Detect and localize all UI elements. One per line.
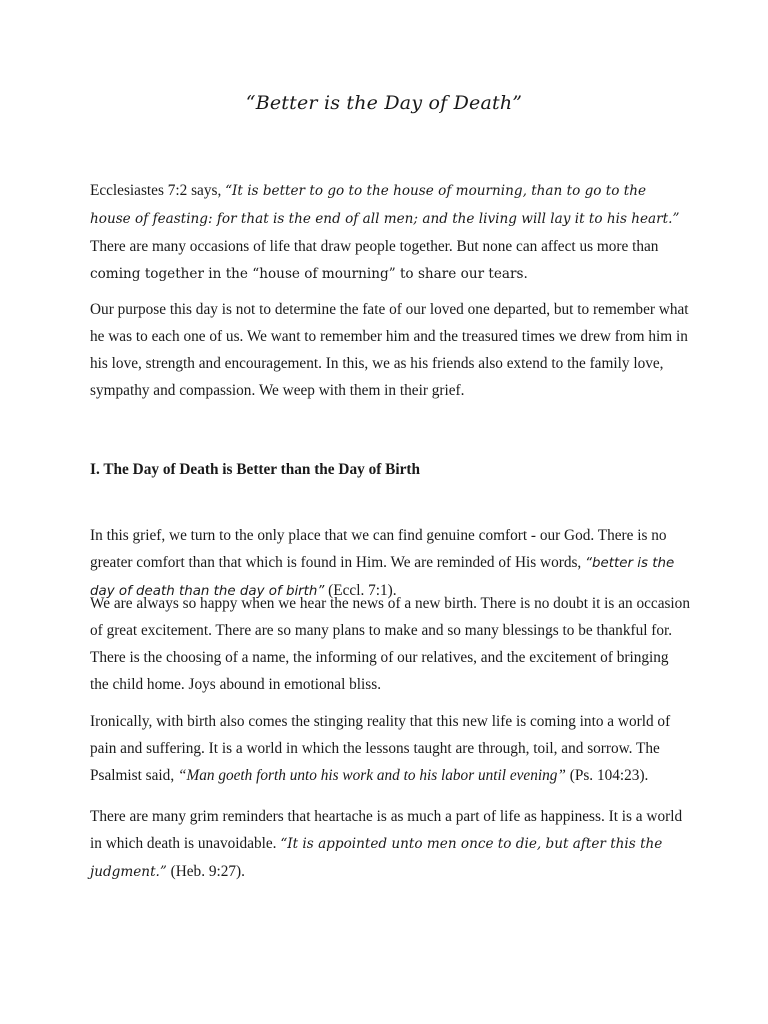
document-title: “Better is the Day of Death” (245, 92, 523, 114)
paragraph-grim-ref: (Heb. 9:27). (166, 863, 245, 880)
intro-paragraph (90, 177, 690, 288)
section-heading: I. The Day of Death is Better than the Day of Birth (90, 461, 421, 478)
paragraph-grim-reminders (90, 803, 690, 886)
paragraph-ironically-ref: (Ps. 104:23). (565, 767, 649, 784)
paragraph-occasions-text-alt: coming together in the “house of mourning” to share our tears. (90, 266, 528, 282)
paragraph-purpose: Our purpose this day is not to determine the fate of our loved one departed, but to remember what he was to each one of us. We want to remember him and the treasured times we drew from him in his love, strength and encouragement. In this, we as his friends also extend to the family love, sympathy and compassion. We weep with them in their grief. (90, 301, 689, 399)
paragraph-ironically (90, 708, 690, 789)
paragraph-occasions (90, 233, 690, 288)
intro-lead: Ecclesiastes 7:2 says, (90, 182, 226, 199)
paragraph-grim-text: There are many grim reminders that heartache is as much a part of life as happiness. It is a world in which death is unavoidable. (90, 808, 683, 852)
paragraph-grim-quote: “It is appointed unto men once to die, but after this the judgment.” (90, 836, 663, 880)
paragraph-occasions-text: There are many occasions of life that draw people together. But none can affect us more than (90, 238, 659, 255)
paragraph-new-birth: We are always so happy when we hear the news of a new birth. There is no doubt it is an occasion of great excitement. There are so many plans to make and so many blessings to be thankful for. There is the choosing of a name, the informing of our relatives, and the excitement of bringing the child home. Joys abound in emotional bliss. (90, 595, 690, 693)
paragraph-ironically-text: Ironically, with birth also comes the stinging reality that this new life is coming into a world of pain and suffering. It is a world in which the lessons taught are through, toil, and sorrow. The Psalmist said, (90, 713, 671, 784)
intro-quote: “It is better to go to the house of mourning, than to go to the house of feasting: for that is the end of all men; and the living will lay it to his heart.” (90, 183, 680, 227)
paragraph-comfort-text: In this grief, we turn to the only place that we can find genuine comfort - our God. There is no greater comfort than that which is found in Him. We are reminded of His words, (90, 527, 667, 571)
paragraph-comfort-ref: (Eccl. 7:1). (324, 582, 397, 599)
paragraph-comfort-quote: “better is the day of death than the day of birth” (90, 556, 675, 599)
paragraph-ironically-quote: “Man goeth forth unto his work and to his labor until evening” (177, 767, 566, 784)
